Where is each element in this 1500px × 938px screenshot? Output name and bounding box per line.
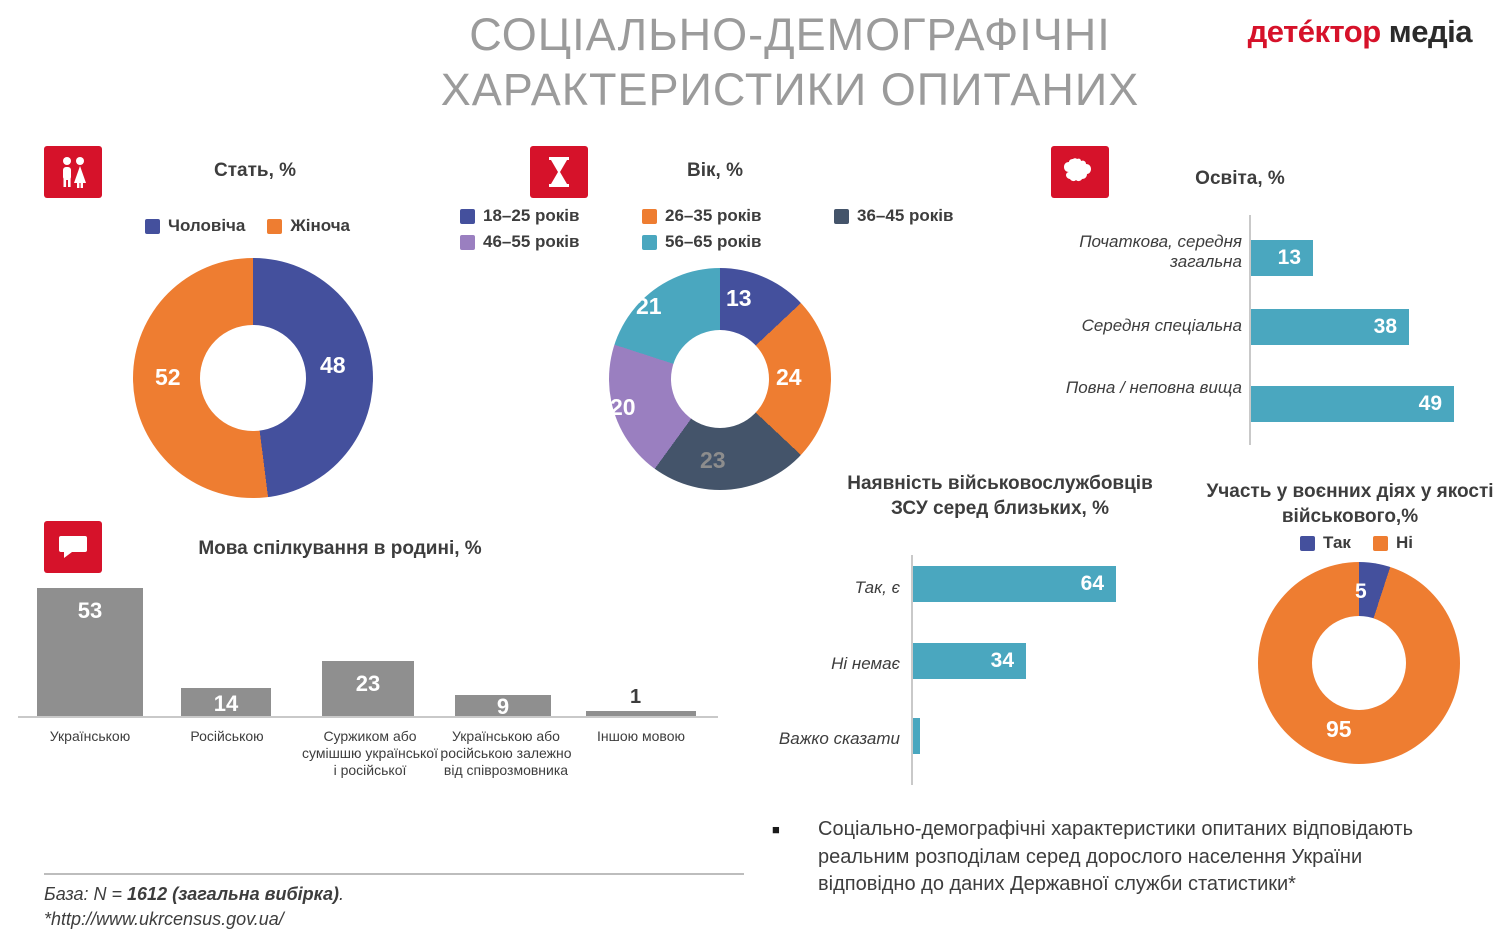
age-chart-title: Вік, %	[687, 160, 743, 181]
legend-swatch-icon	[642, 235, 657, 250]
legend-item	[267, 216, 350, 236]
military-bar-yes	[913, 566, 1116, 602]
donut-hole	[200, 325, 306, 431]
language-category-russian: Російською	[190, 728, 264, 744]
gender-value-female: 52	[155, 364, 181, 390]
bar-value: 9	[496, 694, 510, 719]
language-bar-ukrainian	[37, 588, 143, 716]
legend-label: Чоловіча	[168, 216, 246, 235]
bar-value: 34	[990, 649, 1014, 672]
age-value-56-65: 21	[636, 293, 662, 319]
bullet-icon: ■	[772, 822, 780, 837]
bar-value: 38	[1373, 315, 1397, 338]
legend-item	[834, 206, 953, 226]
bar-value: 23	[355, 671, 381, 696]
footnote-sample-size: 1612 (загальна вибірка)	[127, 884, 339, 904]
legend-label: 56–65 років	[665, 232, 762, 251]
military-bar-hard-to-say	[913, 718, 920, 754]
language-bar-russian	[181, 688, 271, 716]
age-value-26-35: 24	[776, 364, 802, 390]
legend-item	[1373, 533, 1413, 553]
language-bar-depends	[455, 694, 551, 719]
education-category-higher: Повна / неповна вища	[1065, 378, 1242, 397]
brand-part2: медіа	[1388, 14, 1472, 49]
legend-item	[145, 216, 245, 236]
combat-value-yes: 5	[1355, 580, 1367, 603]
education-bar-primary	[1251, 240, 1313, 276]
footnote-divider	[44, 873, 744, 875]
footnote-line1-c: .	[339, 884, 345, 904]
language-category-other: Іншою мовою	[596, 728, 685, 744]
gender-chart-title: Стать, %	[213, 160, 297, 181]
legend-label: Ні	[1395, 533, 1413, 552]
legend-swatch-icon	[145, 219, 160, 234]
age-value-18-25: 13	[726, 285, 752, 311]
bar-value: 13	[1277, 246, 1301, 269]
page-title: СОЦІАЛЬНО-ДЕМОГРАФІЧНІ ХАРАКТЕРИСТИКИ ОПИТАНИХ	[440, 9, 1140, 115]
bar-value: 49	[1418, 392, 1442, 415]
legend-label: 46–55 років	[483, 232, 580, 251]
legend-item	[642, 206, 812, 226]
donut-hole	[671, 330, 769, 428]
donut-hole	[1312, 616, 1406, 710]
legend-item	[460, 232, 620, 252]
education-category-primary: Початкова, середня загальна	[1079, 232, 1242, 271]
footnote	[44, 882, 744, 932]
legend-label: 36–45 років	[857, 206, 954, 225]
combat-legend	[1300, 533, 1500, 559]
legend-item	[1300, 533, 1351, 553]
footnote-line1-a: База: N =	[44, 884, 128, 904]
legend-label: Так	[1323, 533, 1351, 552]
gender-legend	[145, 216, 425, 242]
brand-part1: детéктор	[1247, 14, 1381, 49]
gender-value-male: 48	[320, 352, 346, 378]
legend-swatch-icon	[460, 235, 475, 250]
age-value-36-45: 23	[700, 447, 726, 473]
military-category-no: Ні немає	[831, 654, 900, 673]
language-category-surzhyk: Суржиком або сумішшю української і російської	[301, 728, 438, 778]
legend-swatch-icon	[1373, 536, 1388, 551]
legend-swatch-icon	[267, 219, 282, 234]
speech-bubble-icon	[44, 521, 102, 573]
legend-swatch-icon	[642, 209, 657, 224]
age-value-46-55: 20	[610, 394, 636, 420]
gender-icon	[44, 146, 102, 198]
education-bar-higher	[1251, 386, 1454, 422]
language-axis	[18, 716, 718, 718]
language-chart-title: Мова спілкування в родині, %	[198, 538, 482, 559]
legend-label: 26–35 років	[665, 206, 762, 225]
bar-value: 14	[213, 691, 239, 716]
education-chart-title: Освіта, %	[1195, 168, 1285, 189]
language-bar-surzhyk	[322, 661, 414, 716]
bar-value: 53	[77, 598, 103, 623]
summary-note: Соціально-демографічні характеристики опитаних відповідають реальним розподілам серед дорослого населення України відповідно до даних Державної служби статистики*	[818, 818, 1414, 896]
legend-item	[460, 206, 620, 226]
brain-icon	[1051, 146, 1109, 198]
education-category-specialized: Середня спеціальна	[1081, 316, 1242, 335]
legend-swatch-icon	[834, 209, 849, 224]
military-relatives-title: Наявність військовослужбовців ЗСУ серед близьких, %	[847, 473, 1153, 519]
legend-label: 18–25 років	[483, 206, 580, 225]
language-value-other: 1	[630, 686, 642, 708]
age-legend	[460, 206, 1000, 258]
military-bar-no	[913, 643, 1026, 679]
language-category-depends: Українською або російською залежно від співрозмовника	[440, 728, 572, 778]
language-category-ukrainian: Українською	[49, 728, 131, 744]
bar-value: 64	[1080, 572, 1104, 595]
military-category-yes: Так, є	[854, 578, 900, 597]
legend-item	[642, 232, 761, 252]
brand-logo	[1248, 14, 1472, 50]
military-category-hard-to-say: Важко сказати	[778, 729, 900, 748]
legend-swatch-icon	[460, 209, 475, 224]
hourglass-icon	[530, 146, 588, 198]
combat-participation-title: Участь у воєнних діях у якості військового,%	[1206, 481, 1494, 527]
footnote-source-url: *http://www.ukrcensus.gov.ua/	[44, 909, 284, 930]
combat-value-no: 95	[1326, 716, 1352, 742]
legend-label: Жіноча	[290, 216, 351, 235]
education-bar-specialized	[1251, 309, 1409, 345]
legend-swatch-icon	[1300, 536, 1315, 551]
language-bar-other	[586, 711, 696, 716]
